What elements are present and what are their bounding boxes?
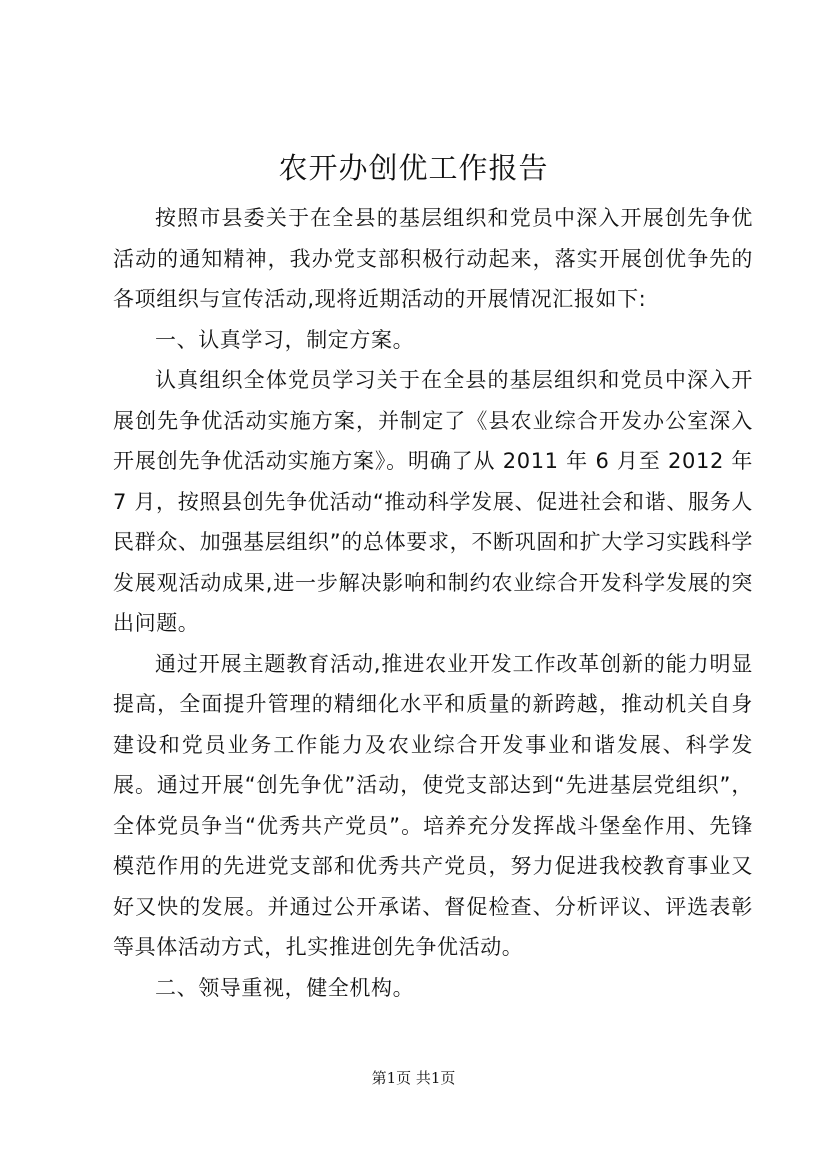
document-body [113, 198, 753, 1008]
body-paragraph: 通过开展主题教育活动,推进农业开发工作改革创新的能力明显提高，全面提升管理的精细化水平和质量的新跨越，推动机关自身建设和党员业务工作能力及农业综合开发事业和谐发展、科学发展。通过开展“创先争优”活动，使党支部达到“先进基层党组织”，全体党员争当“优秀共产党员”。培养充分发挥战斗堡垒作用、先锋模范作用的先进党支部和优秀共产党员，努力促进我校教育事业又好又快的发展。并通过公开承诺、督促检查、分析评议、评选表彰等具体活动方式，扎实推进创先争优活动。 [113, 651, 753, 959]
body-paragraph: 认真组织全体党员学习关于在全县的基层组织和党员中深入开展创先争优活动实施方案，并制定了《县农业综合开发办公室深入开展创先争优活动实施方案》。明确了从 2011 年 6 月至 2012 年 7 月，按照县创先争优活动“推动科学发展、促进社会和谐、服务人民群众、加强基层组织”的总体要求，不断巩固和扩大学习实践科学发展观活动成果,进一步解决影响和制约农业综合开发科学发展的突出问题。 [113, 368, 753, 635]
page-footer: 第1页 共1页 [371, 1069, 456, 1087]
section-heading: 二、领导重视，健全机构。 [155, 975, 415, 1000]
body-paragraph: 按照市县委关于在全县的基层组织和党员中深入开展创先争优活动的通知精神，我办党支部积极行动起来，落实开展创优争先的各项组织与宣传活动,现将近期活动的开展情况汇报如下: [113, 206, 753, 311]
document-title: 农开办创优工作报告 [278, 151, 549, 185]
section-heading: 一、认真学习，制定方案。 [155, 327, 415, 352]
